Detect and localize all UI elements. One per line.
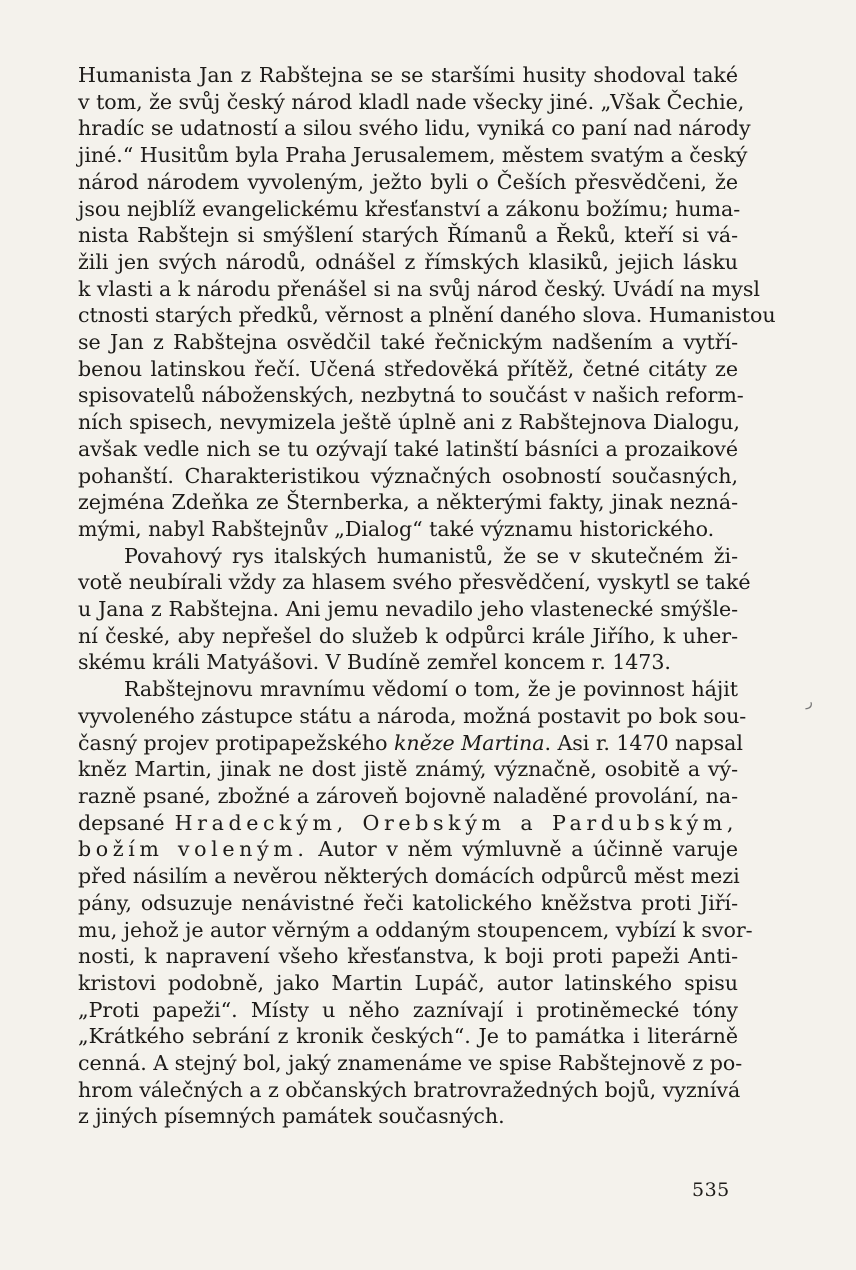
text-line: žili jen svých národů, odnášel z římských klasiků, jejich lásku bbox=[78, 249, 738, 274]
text-line: votě neubírali vždy za hlasem svého přesvědčení, vyskytl se také bbox=[78, 570, 751, 595]
text-line: depsané Hradeckým, Orebským a Pardubským, bbox=[78, 810, 738, 835]
text-line: národ národem vyvoleným, ježto byli o Češích přesvědčeni, že bbox=[78, 169, 738, 194]
text-line: mu, jehož je autor věrným a oddaným stoupencem, vybízí k svor- bbox=[78, 917, 753, 942]
text-line: „Proti papeži“. Místy u něho zaznívají i protiněmecké tóny bbox=[78, 997, 738, 1022]
body-text bbox=[78, 62, 776, 1130]
text-line: avšak vedle nich se tu ozývají také latinští básníci a prozaikové bbox=[78, 436, 738, 461]
text-line: hradíc se udatností a silou svého lidu, vyniká co paní nad národy bbox=[78, 116, 751, 141]
text-line: k vlasti a k národu přenášel si na svůj národ český. Uvádí na mysl bbox=[78, 276, 760, 301]
italic-phrase: kněze Martina bbox=[393, 730, 545, 755]
text-line: mými, nabyl Rabštejnův „Dialog“ také významu historického. bbox=[78, 516, 715, 541]
text-line: ních spisech, nevymizela ještě úplně ani z Rabštejnova Dialogu, bbox=[78, 410, 740, 435]
text-line: pány, odsuzuje nenávistné řeči katolického kněžstva proti Jiří- bbox=[78, 890, 738, 915]
text-line: skému králi Matyášovi. V Budíně zemřel koncem r. 1473. bbox=[78, 650, 671, 675]
text-line: „Krátkého sebrání z kronik českých“. Je to památka i literárně bbox=[78, 1024, 738, 1049]
text-line: Rabštejnovu mravnímu vědomí o tom, že je povinnost hájit bbox=[124, 677, 738, 702]
spaced-names: Hradeckým, Orebským a Pardubským, bbox=[174, 810, 738, 835]
text-line: benou latinskou řečí. Učená středověká přítěž, četné citáty ze bbox=[78, 356, 738, 381]
text-line: zejména Zdeňka ze Šternberka, a některými fakty, jinak nezná- bbox=[78, 490, 738, 515]
margin-mark: ر bbox=[806, 694, 813, 710]
text-line: z jiných písemných památek současných. bbox=[78, 1104, 505, 1129]
text-line: spisovatelů náboženských, nezbytná to součást v našich reform- bbox=[78, 383, 744, 408]
text-line: jiné.“ Husitům byla Praha Jerusalemem, městem svatým a český bbox=[78, 143, 748, 168]
text-line: se Jan z Rabštejna osvědčil také řečnickým nadšením a vytří- bbox=[78, 330, 738, 355]
paragraph bbox=[78, 543, 751, 677]
text-line: ní české, aby nepřešel do služeb k odpůrci krále Jiřího, k uher- bbox=[78, 623, 738, 648]
text-line: božím voleným. Autor v něm výmluvně a účinně varuje bbox=[78, 837, 738, 862]
paragraph bbox=[78, 676, 753, 1130]
text-line: kristovi podobně, jako Martin Lupáč, autor latinského spisu bbox=[78, 970, 738, 995]
text-line: časný projev protipapežského kněze Martina. Asi r. 1470 napsal bbox=[78, 730, 743, 755]
text-line: vyvoleného zástupce státu a národa, možná postavit po bok sou- bbox=[78, 703, 747, 728]
spaced-names: božím voleným. bbox=[78, 837, 309, 862]
text-line: nosti, k napravení všeho křesťanstva, k boji proti papeži Anti- bbox=[78, 944, 738, 969]
paragraph bbox=[78, 62, 776, 543]
text-line: razně psané, zbožné a zároveň bojovně naladěné provolání, na- bbox=[78, 783, 738, 808]
text-line: Humanista Jan z Rabštejna se se staršími husity shodoval také bbox=[78, 63, 738, 87]
text-line: v tom, že svůj český národ kladl nade všecky jiné. „Však Čechie, bbox=[78, 89, 745, 114]
text-line: Povahový rys italských humanistů, že se v skutečném ži- bbox=[124, 543, 738, 568]
text-line: cenná. A stejný bol, jaký znamenáme ve spise Rabštejnově z po- bbox=[78, 1051, 743, 1076]
text-line: pohanští. Charakteristikou význačných osobností současných, bbox=[78, 463, 738, 488]
text-line: kněz Martin, jinak ne dost jistě známý, význačně, osobitě a vý- bbox=[78, 757, 738, 782]
text-line: ctnosti starých předků, věrnost a plnění daného slova. Humanistou bbox=[78, 303, 776, 328]
text-line: před násilím a nevěrou některých domácích odpůrců měst mezi bbox=[78, 864, 740, 889]
text-line: hrom válečných a z občanských bratrovražedných bojů, vyznívá bbox=[78, 1077, 741, 1102]
text-line: jsou nejblíž evangelickému křesťanství a zákonu božímu; huma- bbox=[78, 196, 741, 221]
text-line: u Jana z Rabštejna. Ani jemu nevadilo jeho vlastenecké smýšle- bbox=[78, 597, 738, 622]
page-number: 535 bbox=[692, 1179, 730, 1201]
text-line: nista Rabštejn si smýšlení starých Římanů a Řeků, kteří si vá- bbox=[78, 223, 738, 248]
